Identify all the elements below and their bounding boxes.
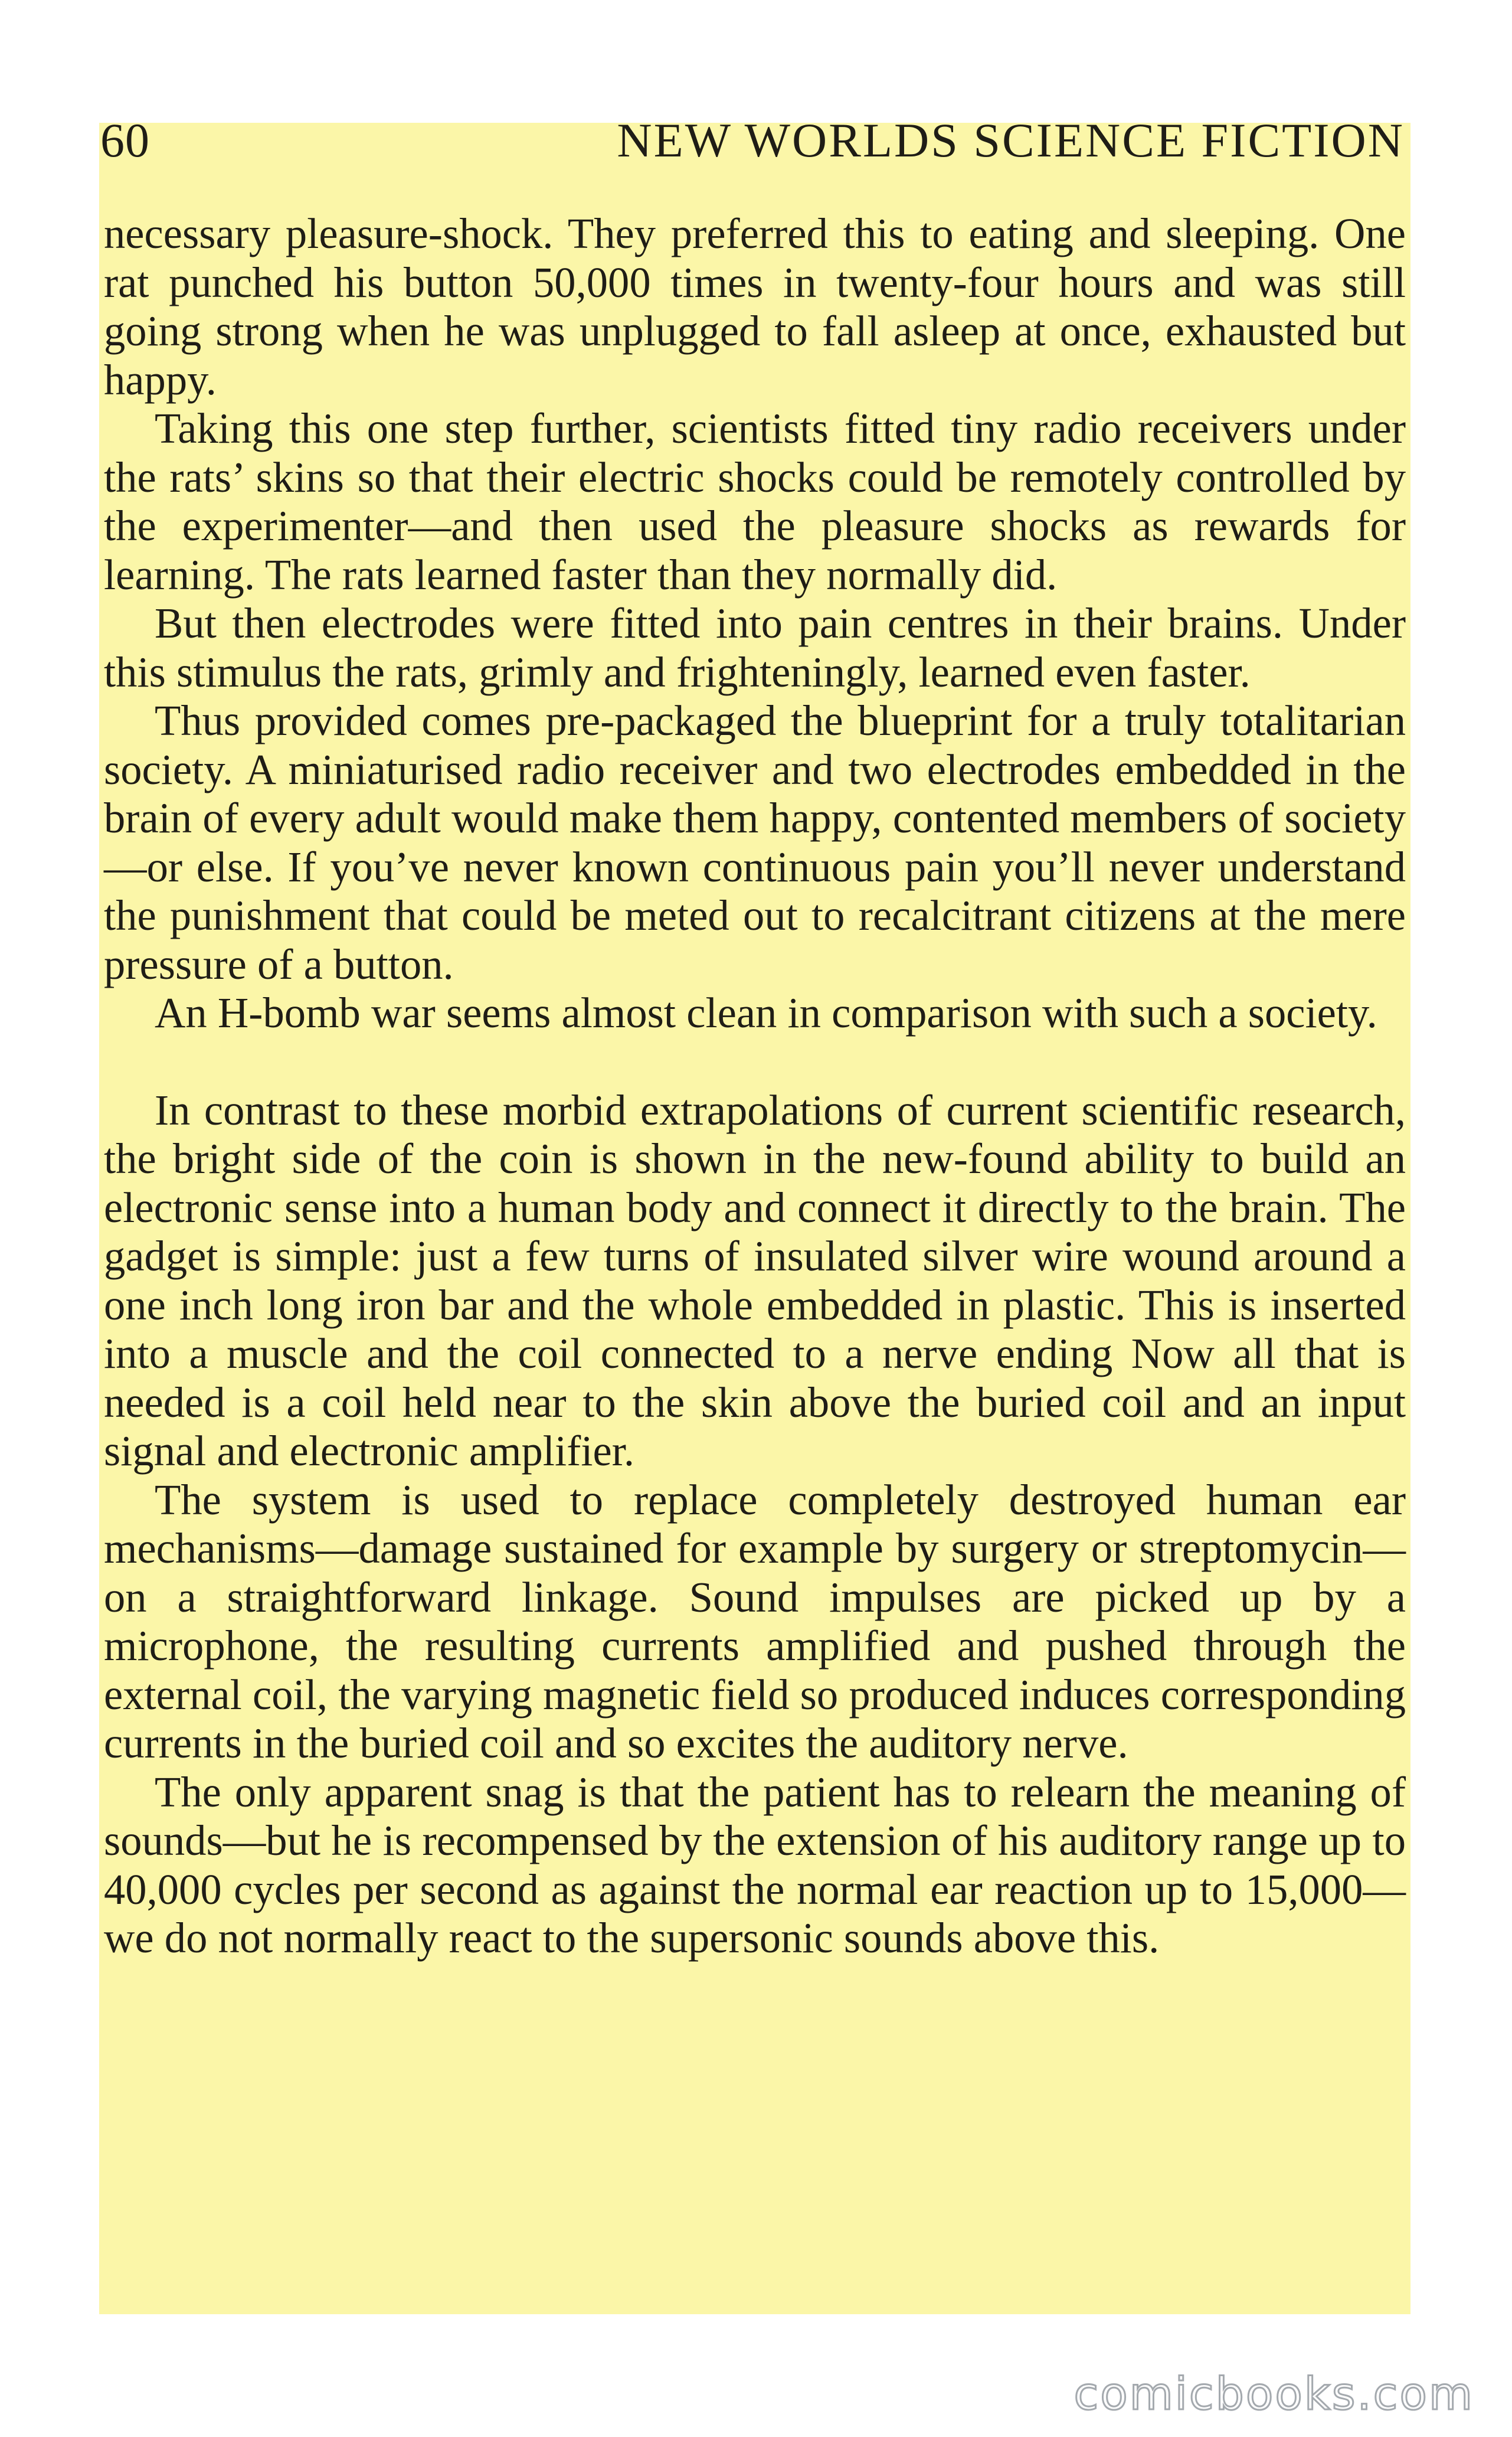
paragraph: An H-bomb war seems almost clean in comparison with such a society.: [155, 989, 1377, 1037]
paragraph-continuation: necessary pleasure-shock. They preferred this to eating and sleeping. One rat punched his button 50,000 times in twenty-four hours and was still going strong when he was unplugged to fall asleep at once, exhausted but happy.: [104, 210, 1406, 404]
article-text: [104, 210, 1406, 1963]
paragraph: Taking this one step further, scientists fitted tiny radio receivers under the rats’ skins so that their electric shocks could be remotely controlled by the experimenter—and then used the pleasure shocks as rewards for learning. The rats learned faster than they normally did.: [104, 404, 1406, 599]
running-title: NEW WORLDS SCIENCE FICTION: [617, 113, 1405, 167]
watermark-logo: comicbooks.com: [1074, 2367, 1474, 2420]
paragraph: In contrast to these morbid extrapolations of current scientific research, the bright side of the coin is shown in the new-found ability to build an electronic sense into a human body and connect it directly to the brain. The gadget is simple: just a few turns of insulated silver wire wound around a one inch long iron bar and the whole embedded in plastic. This is inserted into a muscle and the coil connected to a nerve ending Now all that is needed is a coil held near to the skin above the buried coil and an input signal and electronic amplifier.: [104, 1086, 1406, 1475]
section-break: [104, 1038, 1406, 1086]
paragraph: Thus provided comes pre-packaged the blueprint for a truly totalitarian society. A miniaturised radio receiver and two electrodes embedded in the brain of every adult would make them happy, contented members of society—or else. If you’ve never known continuous pain you’ll never understand the punishment that could be meted out to recalcitrant citizens at the mere pressure of a button.: [104, 697, 1406, 988]
paragraph: The only apparent snag is that the patient has to relearn the meaning of sounds—but he is recompensed by the extension of his auditory range up to 40,000 cycles per second as against the normal ear reaction up to 15,000—we do not normally react to the supersonic sounds above this.: [104, 1768, 1406, 1962]
paragraph: The system is used to replace completely destroyed human ear mechanisms—damage sustained for example by surgery or streptomycin—on a straightforward linkage. Sound impulses are picked up by a microphone, the resulting currents amplified and pushed through the external coil, the varying magnetic field so produced induces corresponding currents in the buried coil and so excites the auditory nerve.: [104, 1475, 1406, 1767]
page-number: 60: [100, 113, 150, 167]
page-header: [100, 111, 1405, 170]
paragraph: But then electrodes were fitted into pain centres in their brains. Under this stimulus the rats, grimly and frighteningly, learned even faster.: [104, 599, 1406, 696]
